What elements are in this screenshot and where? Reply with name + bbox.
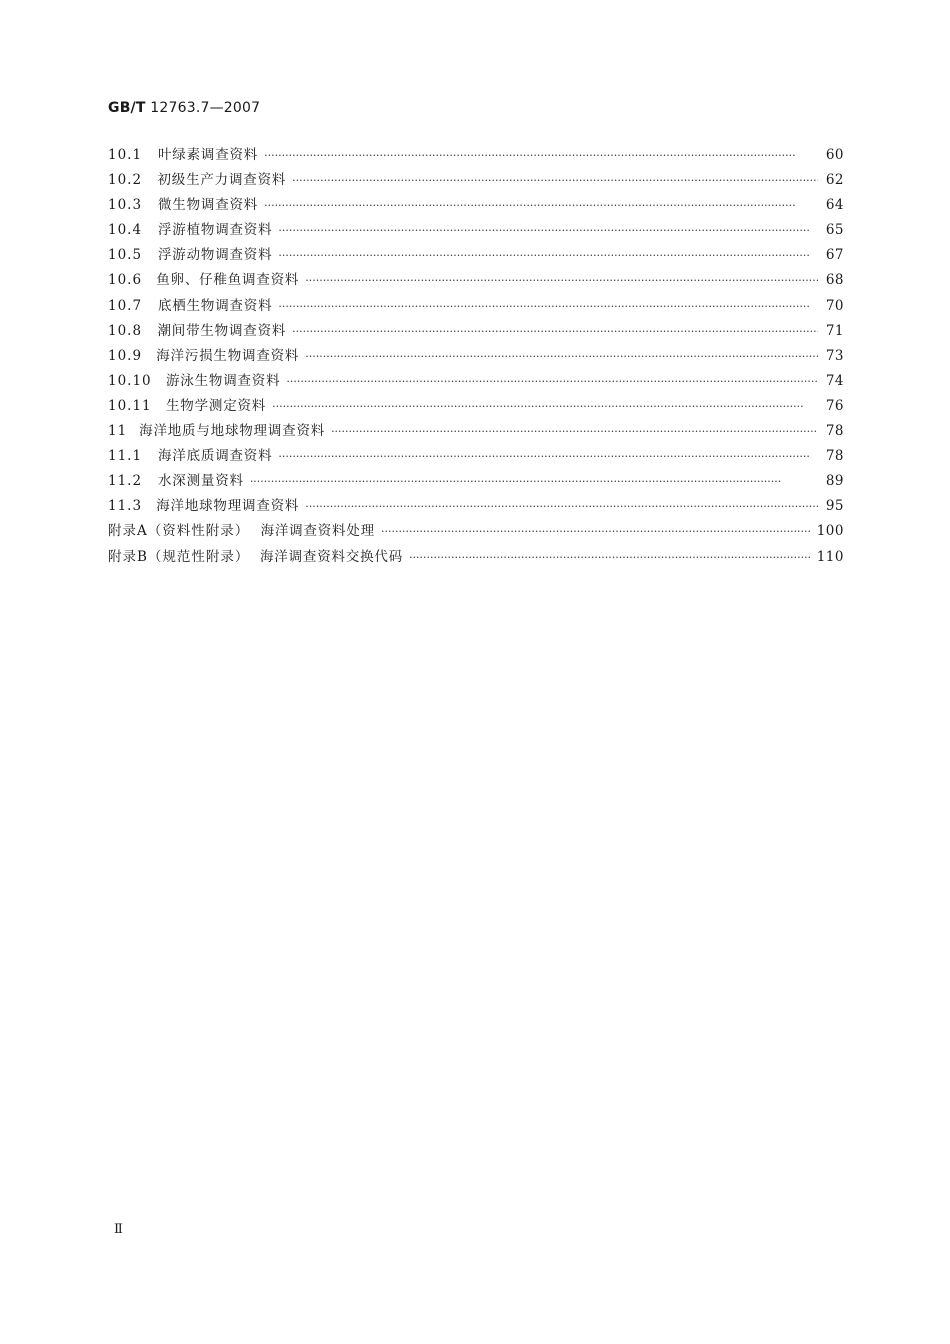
toc-leader-dots <box>264 193 818 218</box>
toc-leader-dots <box>264 143 818 168</box>
toc-entry-title: 海洋地球物理调查资料 <box>156 498 300 515</box>
toc-entry-page: 76 <box>825 397 844 414</box>
toc-entry-page: 95 <box>825 498 844 515</box>
toc-entry-10-2[interactable] <box>108 168 844 193</box>
toc-entry-title: 水深测量资料 <box>158 473 244 490</box>
toc-entry-page: 78 <box>825 448 844 465</box>
toc-entry-title: 海洋污损生物调查资料 <box>156 347 300 364</box>
toc-entry-number: 11 <box>108 423 128 440</box>
toc-entry-number: 10.8 <box>108 322 143 339</box>
toc-entry-10-9[interactable] <box>108 344 844 369</box>
toc-entry-number: 10.7 <box>108 297 143 314</box>
toc-entry-number: 10.2 <box>108 172 143 189</box>
toc-entry-title: 鱼卵、仔稚鱼调查资料 <box>156 272 300 289</box>
toc-entry-10-8[interactable] <box>108 319 844 344</box>
toc-entry-10-11[interactable] <box>108 394 844 419</box>
toc-entry-page: 62 <box>825 172 844 189</box>
toc-entry-title: 潮间带生物调查资料 <box>157 322 287 339</box>
toc-entry-title: 叶绿素调查资料 <box>158 147 259 163</box>
toc-leader-dots <box>381 519 811 544</box>
toc-entry-11-3[interactable] <box>108 494 844 519</box>
toc-entry-title: 海洋调查资料处理 <box>260 523 375 540</box>
toc-entry-10-1[interactable] <box>108 143 844 168</box>
toc-leader-dots <box>331 419 818 444</box>
toc-entry-number: 10.4 <box>108 222 143 239</box>
toc-leader-dots <box>272 394 818 419</box>
toc-entry-title: 初级生产力调查资料 <box>157 172 287 189</box>
toc-entry-11-2[interactable] <box>108 469 844 494</box>
toc-leader-dots <box>278 294 818 319</box>
toc-entry-page: 74 <box>825 372 844 389</box>
toc-entry-page: 65 <box>825 222 844 239</box>
toc-entry-page: 100 <box>816 523 844 540</box>
toc-entry-title: 浮游植物调查资料 <box>158 222 273 239</box>
toc-entry-number: 附录A（资料性附录） <box>108 523 250 540</box>
toc-leader-dots <box>292 319 818 344</box>
toc-entry-page: 110 <box>816 548 844 565</box>
toc-entry-10-6[interactable] <box>108 268 844 293</box>
toc-leader-dots <box>292 168 818 193</box>
toc-entry-appendix-a[interactable] <box>108 519 844 544</box>
toc-entry-11[interactable] <box>108 419 844 444</box>
toc-entry-number: 附录B（规范性附录） <box>108 548 250 565</box>
toc-entry-10-5[interactable] <box>108 243 844 268</box>
toc-entry-11-1[interactable] <box>108 444 844 469</box>
toc-entry-title: 浮游动物调查资料 <box>158 247 273 264</box>
toc-entry-page: 89 <box>825 473 844 490</box>
toc-entry-number: 11.1 <box>108 448 143 465</box>
toc-entry-number: 10.11 <box>108 397 152 414</box>
standard-number: 12763.7—2007 <box>150 100 261 116</box>
toc-entry-10-7[interactable] <box>108 294 844 319</box>
toc-leader-dots <box>278 218 818 243</box>
toc-entry-number: 10.5 <box>108 247 143 264</box>
toc-entry-appendix-b[interactable] <box>108 545 844 570</box>
toc-entry-title: 海洋地质与地球物理调查资料 <box>139 423 326 440</box>
toc-entry-page: 70 <box>825 297 844 314</box>
toc-entry-page: 64 <box>825 197 844 214</box>
toc-entry-number: 10.3 <box>108 197 143 214</box>
toc-entry-title: 微生物调查资料 <box>158 197 259 214</box>
toc-entry-10-3[interactable] <box>108 193 844 218</box>
toc-entry-number: 10.9 <box>108 347 143 364</box>
toc-leader-dots <box>305 494 818 519</box>
toc-entry-page: 60 <box>825 147 844 163</box>
toc-entry-number: 11.2 <box>108 473 143 490</box>
standard-code: GB/T <box>108 100 146 116</box>
toc-entry-title: 底栖生物调查资料 <box>158 297 273 314</box>
toc-leader-dots <box>409 545 811 570</box>
toc-leader-dots <box>278 444 818 469</box>
toc-entry-title: 海洋调查资料交换代码 <box>260 548 403 565</box>
toc-entry-page: 71 <box>825 322 844 339</box>
toc-leader-dots <box>286 369 818 394</box>
toc-entry-number: 10.10 <box>108 372 152 389</box>
toc-leader-dots <box>305 268 818 293</box>
toc-entry-number: 10.6 <box>108 272 143 289</box>
page-number: Ⅱ <box>114 1222 123 1237</box>
table-of-contents <box>108 143 844 570</box>
toc-entry-10-4[interactable] <box>108 218 844 243</box>
toc-entry-number: 11.3 <box>108 498 143 515</box>
toc-entry-number: 10.1 <box>108 147 143 163</box>
toc-entry-page: 78 <box>825 423 844 440</box>
toc-entry-page: 73 <box>825 347 844 364</box>
toc-entry-page: 68 <box>825 272 844 289</box>
toc-entry-page: 67 <box>825 247 844 264</box>
toc-leader-dots <box>250 469 818 494</box>
toc-entry-title: 生物学测定资料 <box>166 397 267 414</box>
toc-entry-title: 海洋底质调查资料 <box>158 448 273 465</box>
toc-entry-title: 游泳生物调查资料 <box>166 372 281 389</box>
toc-leader-dots <box>278 243 818 268</box>
toc-leader-dots <box>305 344 818 369</box>
document-header <box>108 100 260 116</box>
toc-entry-10-10[interactable] <box>108 369 844 394</box>
